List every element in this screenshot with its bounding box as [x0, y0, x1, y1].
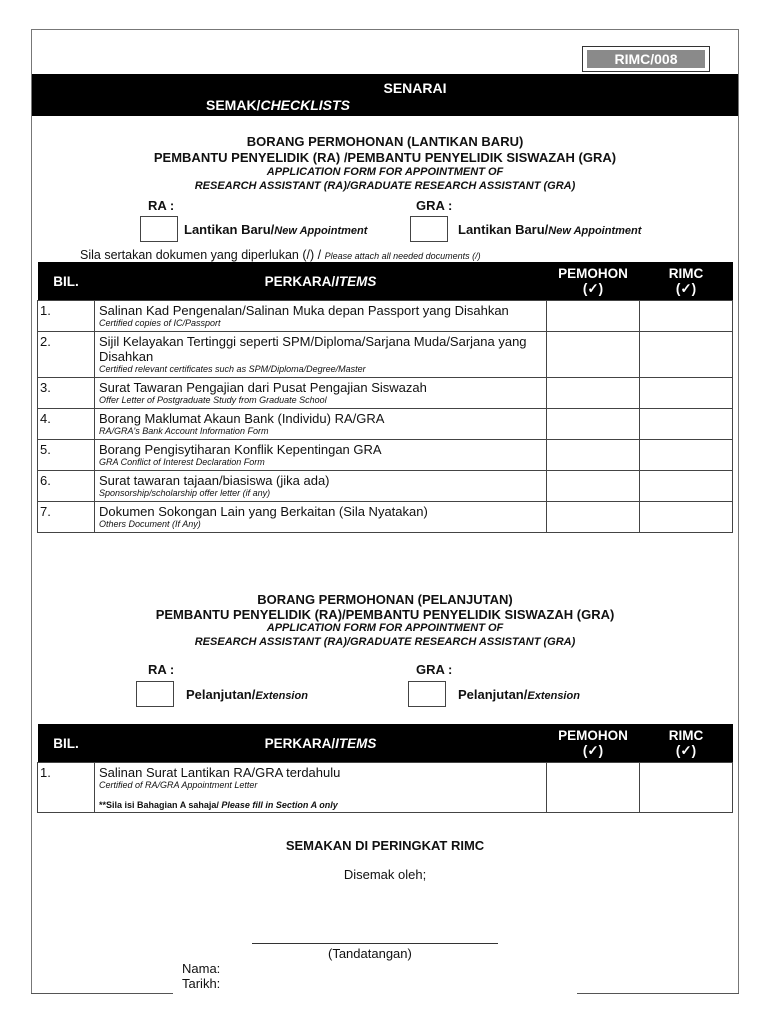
form-code: RIMC/008	[587, 50, 705, 68]
row-number: 2.	[38, 332, 95, 378]
form-code-box	[582, 46, 710, 72]
row-item-ms: Borang Pengisytiharan Konflik Kepentingan GRA	[99, 442, 382, 457]
section1-title2: PEMBANTU PENYELIDIK (RA) /PEMBANTU PENYELIDIK SISWAZAH (GRA)	[153, 150, 617, 165]
checklist-table-extension	[37, 724, 733, 813]
row-item-en: Certified copies of IC/Passport	[99, 318, 221, 328]
row-item-ms: Surat tawaran tajaan/biasiswa (jika ada)	[99, 473, 330, 488]
row-number: 1.	[38, 763, 95, 813]
signature-line[interactable]	[252, 943, 498, 944]
checked-by-label: Disemak oleh;	[343, 867, 427, 882]
table-row	[38, 301, 733, 332]
section2-title3: APPLICATION FORM FOR APPOINTMENT OF	[266, 622, 504, 634]
row-number: 3.	[38, 378, 95, 409]
row-item-en: Certified of RA/GRA Appointment Letter	[99, 780, 258, 790]
section1-title4: RESEARCH ASSISTANT (RA)/GRADUATE RESEARCH ASSISTANT (GRA)	[194, 180, 576, 192]
gra-new-appointment-label: Lantikan Baru/New Appointment	[458, 222, 642, 237]
footer-line-right	[577, 993, 739, 994]
checklist-banner	[32, 74, 738, 116]
table-row	[38, 378, 733, 409]
gra-new-appointment-checkbox[interactable]	[410, 216, 448, 242]
row-item	[95, 301, 547, 332]
row-number: 6.	[38, 471, 95, 502]
section1-ra-label: RA :	[148, 198, 175, 213]
rimc-check-cell[interactable]	[640, 409, 733, 440]
rimc-check-cell[interactable]	[640, 332, 733, 378]
rimc-check-cell[interactable]	[640, 763, 733, 813]
row-item	[95, 409, 547, 440]
table-row	[38, 471, 733, 502]
row-item-en: GRA Conflict of Interest Declaration Form	[99, 457, 265, 467]
gra-extension-checkbox[interactable]	[408, 681, 446, 707]
rimc-check-cell[interactable]	[640, 378, 733, 409]
row-item-en: RA/GRA's Bank Account Information Form	[99, 426, 269, 436]
table-row	[38, 409, 733, 440]
date-label: Tarikh:	[182, 976, 221, 991]
rimc-check-cell[interactable]	[640, 440, 733, 471]
row-item-ms: Salinan Kad Pengenalan/Salinan Muka depan Passport yang Disahkan	[99, 303, 509, 318]
row-item	[95, 332, 547, 378]
row-item	[95, 378, 547, 409]
row-number: 7.	[38, 502, 95, 533]
gra-extension-label: Pelanjutan/Extension	[458, 687, 580, 702]
signature-label: (Tandatangan)	[328, 946, 412, 961]
row-item	[95, 440, 547, 471]
pemohon-check-cell[interactable]	[547, 378, 640, 409]
pemohon-check-cell[interactable]	[547, 502, 640, 533]
col-pemohon: PEMOHON (✓)	[547, 724, 640, 763]
attach-documents-note: Sila sertakan dokumen yang diperlukan (/) / Please attach all needed documents (/)	[80, 248, 481, 262]
section2-gra-label: GRA :	[416, 662, 453, 677]
row-item-ms: Salinan Surat Lantikan RA/GRA terdahulu	[99, 765, 341, 780]
row-item	[95, 502, 547, 533]
col-pemohon: PEMOHON (✓)	[547, 262, 640, 301]
banner-line2	[206, 97, 350, 113]
row-item	[95, 763, 547, 813]
row-item-en: Certified relevant certificates such as SPM/Diploma/Degree/Master	[99, 364, 366, 374]
footer-line-left	[31, 993, 173, 994]
ra-new-appointment-label: Lantikan Baru/New Appointment	[184, 222, 368, 237]
row-item-ms: Sijil Kelayakan Tertinggi seperti SPM/Diploma/Sarjana Muda/Sarjana yang Disahkan	[99, 334, 527, 364]
section1-title1: BORANG PERMOHONAN (LANTIKAN BARU)	[246, 134, 524, 149]
col-bil: BIL.	[38, 724, 95, 763]
pemohon-check-cell[interactable]	[547, 763, 640, 813]
banner-line1: SENARAI	[383, 80, 447, 96]
checklist-table-new	[37, 262, 733, 533]
row-item-ms: Borang Maklumat Akaun Bank (Individu) RA/GRA	[99, 411, 385, 426]
pemohon-check-cell[interactable]	[547, 409, 640, 440]
section-a-hint: **Sila isi Bahagian A sahaja/ Please fill in Section A only	[99, 800, 338, 810]
section1-gra-label: GRA :	[416, 198, 453, 213]
name-label: Nama:	[182, 961, 221, 976]
banner-line2-ms: SEMAK/	[206, 97, 261, 113]
pemohon-check-cell[interactable]	[547, 332, 640, 378]
col-rimc: RIMC (✓)	[640, 262, 733, 301]
ra-extension-label: Pelanjutan/Extension	[186, 687, 308, 702]
pemohon-check-cell[interactable]	[547, 301, 640, 332]
rimc-check-cell[interactable]	[640, 301, 733, 332]
col-perkara: PERKARA/ITEMS	[95, 724, 547, 763]
row-item-en: Sponsorship/scholarship offer letter (if any)	[99, 488, 271, 498]
ra-new-appointment-checkbox[interactable]	[140, 216, 178, 242]
row-number: 5.	[38, 440, 95, 471]
section2-ra-label: RA :	[148, 662, 175, 677]
table-row	[38, 440, 733, 471]
row-item-en: Others Document (If Any)	[99, 519, 201, 529]
row-number: 4.	[38, 409, 95, 440]
section2-title4: RESEARCH ASSISTANT (RA)/GRADUATE RESEARCH ASSISTANT (GRA)	[194, 636, 576, 648]
col-perkara: PERKARA/ITEMS	[95, 262, 547, 301]
row-number: 1.	[38, 301, 95, 332]
row-item-en: Offer Letter of Postgraduate Study from Graduate School	[99, 395, 327, 405]
rimc-check-cell[interactable]	[640, 502, 733, 533]
ra-extension-checkbox[interactable]	[136, 681, 174, 707]
section2-title1: BORANG PERMOHONAN (PELANJUTAN)	[257, 592, 513, 607]
pemohon-check-cell[interactable]	[547, 440, 640, 471]
rimc-section-title: SEMAKAN DI PERINGKAT RIMC	[285, 838, 485, 853]
banner-line2-en: CHECKLISTS	[260, 97, 350, 113]
pemohon-check-cell[interactable]	[547, 471, 640, 502]
section2-title2: PEMBANTU PENYELIDIK (RA)/PEMBANTU PENYELIDIK SISWAZAH (GRA)	[155, 607, 615, 622]
row-item-ms: Surat Tawaran Pengajian dari Pusat Pengajian Siswazah	[99, 380, 427, 395]
table-row	[38, 332, 733, 378]
table-row	[38, 502, 733, 533]
rimc-check-cell[interactable]	[640, 471, 733, 502]
row-item	[95, 471, 547, 502]
table-row	[38, 763, 733, 813]
col-bil: BIL.	[38, 262, 95, 301]
col-rimc: RIMC (✓)	[640, 724, 733, 763]
section1-title3: APPLICATION FORM FOR APPOINTMENT OF	[266, 166, 504, 178]
row-item-ms: Dokumen Sokongan Lain yang Berkaitan (Sila Nyatakan)	[99, 504, 428, 519]
